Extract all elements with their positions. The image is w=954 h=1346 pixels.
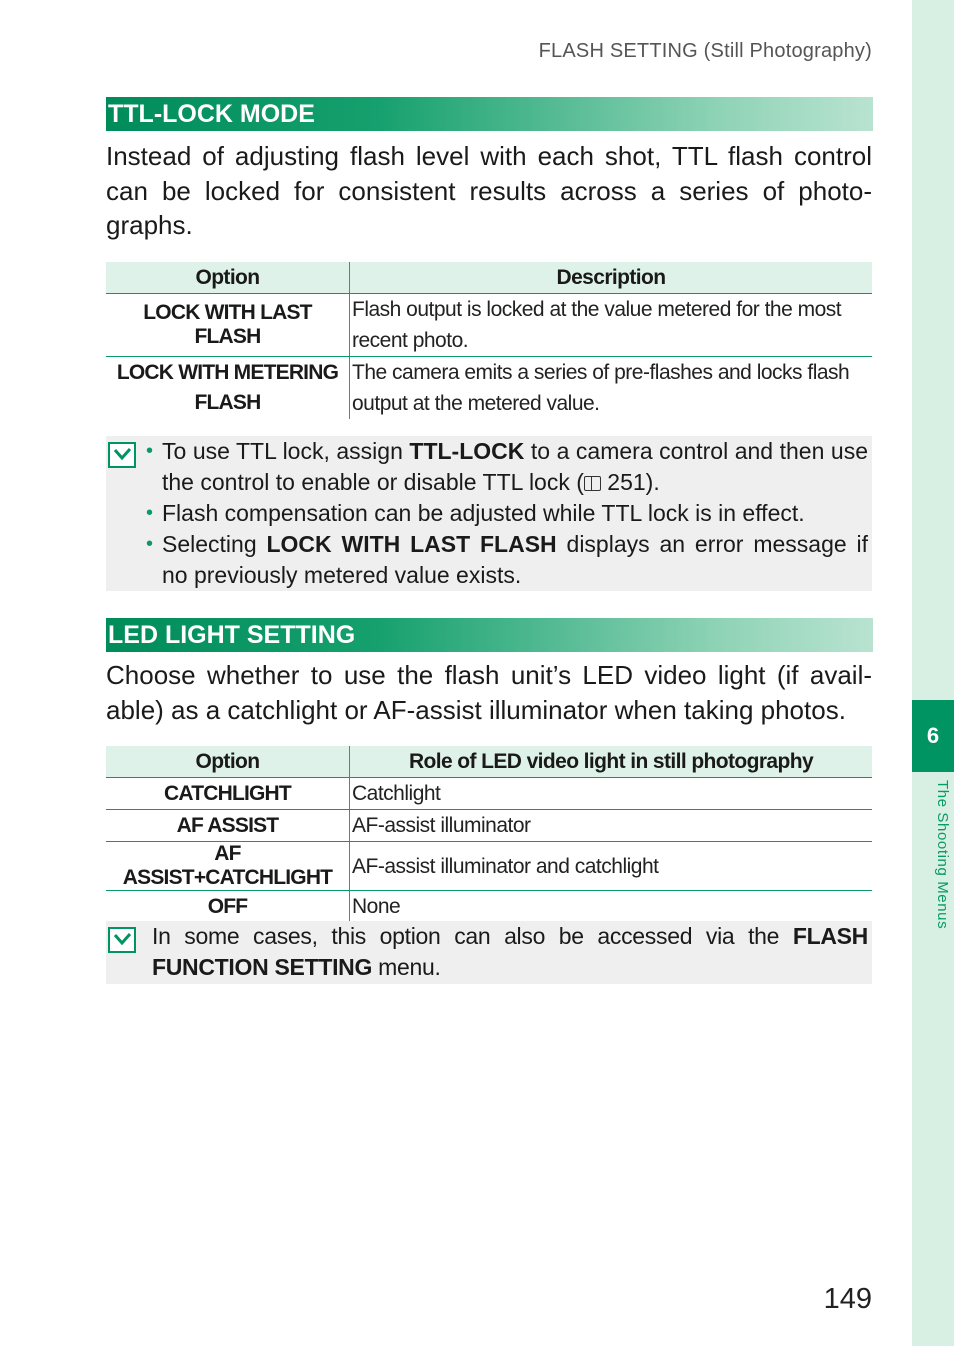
note-text: menu. [372,954,441,980]
list-item [106,529,872,591]
note-text: To use TTL lock, assign [162,438,410,464]
note-bold: TTL-LOCK [409,438,525,464]
note-text-block [106,921,872,983]
bullet-icon: • [146,440,154,462]
option-cell: LOCK WITH LAST FLASH [106,294,350,357]
option-cell: AF ASSIST+CATCHLIGHT [106,842,350,891]
table-row [106,357,872,420]
option-cell: CATCHLIGHT [106,778,350,810]
note-text: In some cases, this option can also be accessed via the [152,923,793,949]
ttl-lock-heading: TTL-LOCK MODE [106,97,873,131]
list-item [106,436,872,498]
description-header: Description [350,262,873,294]
page-number: 149 [823,1283,872,1315]
table-row [106,810,872,842]
description-cell: AF-assist illuminator [350,810,873,842]
bullet-icon: • [146,502,154,524]
description-cell: AF-assist illuminator and catchlight [350,842,873,891]
note-bold: LOCK WITH LAST FLASH [266,531,557,557]
led-light-heading: LED LIGHT SETTING [106,618,873,652]
led-light-intro: Choose whether to use the flash unit’s LED video light (if avail-able) as a catchlight or AF-assist illuminator when taking photos. [106,660,872,725]
table-row [106,891,872,923]
ttl-lock-options-table [106,262,872,419]
table-row [106,294,872,357]
led-light-options-table [106,746,872,923]
chapter-title: The Shooting Menus [934,780,951,930]
description-cell: Flash output is locked at the value metered for the most recent photo. [350,294,873,357]
ttl-lock-note [106,436,872,591]
page-reference-icon [584,476,601,491]
option-header: Option [106,262,350,294]
option-cell: AF ASSIST [106,810,350,842]
note-text: Flash compensation can be adjusted while TTL lock is in effect. [162,500,805,526]
option-cell: OFF [207,894,248,918]
list-item [106,498,872,529]
ttl-lock-intro: Instead of adjusting flash level with each shot, TTL flash control can be locked for consistent results across a series of photo-graphs. [106,141,872,240]
note-text: displays an error message if no previously metered value exists. [162,531,869,588]
note-text: Selecting [162,531,267,557]
table-row [106,778,872,810]
description-cell: Catchlight [350,778,873,810]
role-header: Role of LED video light in still photography [350,746,873,778]
table-row [106,842,872,891]
note-bold: FLASH FUNCTION SETTING [152,923,868,980]
note-text: to a camera control and then use the control to enable or disable TTL lock ( [162,438,868,495]
table-header-row [106,262,872,294]
description-cell: None [350,891,873,923]
bullet-icon: • [146,533,154,555]
description-cell: The camera emits a series of pre-flashes and locks flash output at the metered value. [350,357,873,420]
option-cell: LOCK WITH METERING FLASH [116,361,339,414]
note-pencil-icon [108,927,136,953]
note-page-ref: 251). [600,469,660,495]
chapter-number: 6 [912,700,954,772]
chapter-side-tab [912,0,954,1346]
note-list [106,436,872,591]
led-light-note [106,921,872,984]
running-head: FLASH SETTING (Still Photography) [538,40,872,62]
table-header-row [106,746,872,778]
option-header: Option [106,746,350,778]
